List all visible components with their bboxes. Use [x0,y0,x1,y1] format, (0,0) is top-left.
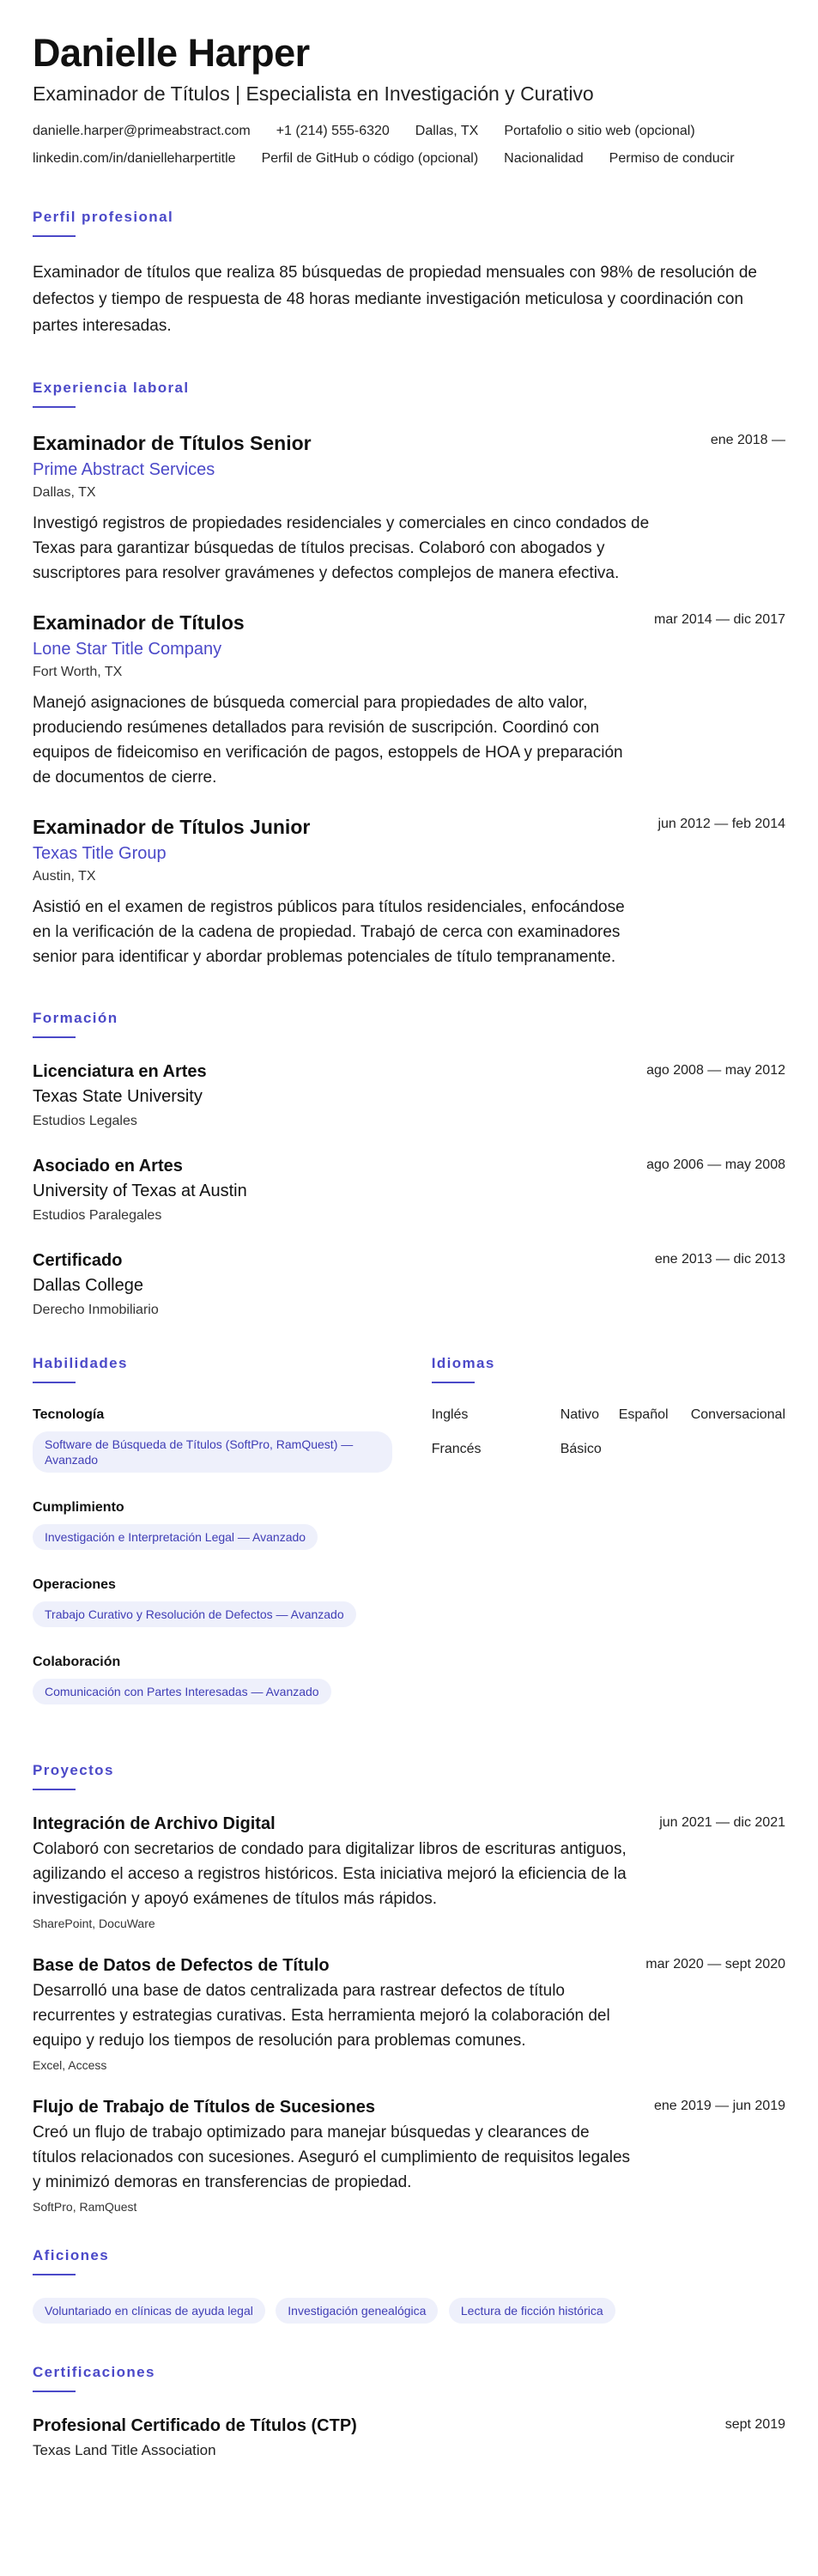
section-title: Idiomas [431,1355,495,1371]
language-name: Español [618,1407,669,1422]
section-title: Perfil profesional [33,209,174,225]
contact-github[interactable]: Perfil de GitHub o código (opcional) [261,151,479,166]
project-tools: SharePoint, DocuWare [33,1917,155,1930]
education-field: Estudios Legales [33,1114,137,1128]
resume-header [33,31,785,168]
education-school: Dallas College [33,1276,143,1295]
education-school: Texas State University [33,1087,203,1106]
job-description: Investigó registros de propiedades residenciales y comerciales en cinco condados de Texas para garantizar búsquedas de títulos precisas. Colaboró con abogados y suscriptores para resolver gravámenes y defectos complejos de manera efectiva. [33,514,650,582]
skills-section [33,1354,399,1730]
hobby-list [33,2298,785,2330]
skills-languages-row [33,1354,785,1730]
contact-list [33,122,785,168]
language-name: Francés [431,1442,482,1456]
project-entry [33,2096,785,2215]
projects-section [33,1761,785,2215]
project-entry [33,1813,785,1932]
contact-email[interactable]: danielle.harper@primeabstract.com [33,124,251,138]
education-field: Derecho Inmobiliario [33,1303,159,1317]
education-section [33,1009,785,1320]
skill-chip: Investigación e Interpretación Legal — Avanzado [33,1524,318,1550]
contact-website[interactable]: Portafolio o sitio web (opcional) [504,124,695,138]
candidate-name: Danielle Harper [33,31,310,75]
education-degree: Licenciatura en Artes [33,1062,207,1081]
skill-group [33,1653,399,1711]
job-title: Examinador de Títulos [33,611,245,634]
skill-category: Colaboración [33,1655,121,1669]
certifications-section [33,2363,785,2461]
job-description: Manejó asignaciones de búsqueda comercial para propiedades de alto valor, produciendo resúmenes detallados para revisión de suscripción. Coordinó con equipos de fideicomiso en verificación de pagos, estoppels de HOA y preparación de documentos de cierre. [33,694,623,787]
language-name: Inglés [431,1407,469,1422]
profile-section [33,208,785,339]
project-date: jun 2021 — dic 2021 [659,1815,785,1830]
job-date: jun 2012 — feb 2014 [657,817,785,831]
skill-chip: Comunicación con Partes Interesadas — Avanzado [33,1679,331,1704]
project-description: Desarrolló una base de datos centralizada para rastrear defectos de título recurrentes y estrategias curativas. Esta herramienta mejoró la colaboración del equipo y redujo los tiempos de resolución para problemas comunes. [33,1982,610,2050]
skill-category: Tecnología [33,1407,105,1422]
project-date: mar 2020 — sept 2020 [645,1957,785,1971]
job-entry [33,814,785,969]
certification-title: Profesional Certificado de Títulos (CTP) [33,2416,357,2435]
project-title: Integración de Archivo Digital [33,1814,276,1833]
job-title: Examinador de Títulos Junior [33,816,311,838]
job-date: ene 2018 — [710,433,785,447]
job-date: mar 2014 — dic 2017 [654,612,785,627]
language-level: Nativo [560,1407,600,1422]
project-tools: SoftPro, RamQuest [33,2200,137,2214]
contact-driving-license: Permiso de conducir [609,151,735,166]
education-degree: Certificado [33,1251,123,1270]
job-company: Texas Title Group [33,844,167,863]
job-entry [33,430,785,586]
education-entry [33,1060,785,1131]
job-location: Fort Worth, TX [33,665,123,679]
job-company: Lone Star Title Company [33,640,222,659]
education-date: ago 2006 — may 2008 [646,1157,785,1172]
certification-date: sept 2019 [724,2417,785,2432]
education-entry [33,1249,785,1320]
section-divider [33,2274,76,2275]
skill-group [33,1498,399,1557]
project-title: Base de Datos de Defectos de Título [33,1956,330,1975]
certification-issuer: Texas Land Title Association [33,2442,216,2458]
job-location: Dallas, TX [33,485,96,500]
section-divider [33,2391,76,2392]
skill-group [33,1576,399,1634]
language-row [432,1406,785,1425]
section-title: Habilidades [33,1355,128,1371]
education-entry [33,1155,785,1225]
education-date: ene 2013 — dic 2013 [654,1252,785,1267]
hobby-chip: Investigación genealógica [276,2298,438,2324]
education-school: University of Texas at Austin [33,1182,247,1200]
contact-phone[interactable]: +1 (214) 555-6320 [276,124,390,138]
section-title: Aficiones [33,2247,110,2263]
section-divider [33,235,76,237]
project-description: Colaboró con secretarios de condado para digitalizar libros de escrituras antiguos, agilizando el acceso a registros históricos. Esta iniciativa mejoró la eficiencia de la investigación y apoyó exámenes de títulos más rápidos. [33,1840,627,1908]
languages-section [432,1354,785,1730]
job-company: Prime Abstract Services [33,460,215,479]
skill-chip: Software de Búsqueda de Títulos (SoftPro, RamQuest) — Avanzado [33,1431,392,1473]
project-date: ene 2019 — jun 2019 [653,2099,785,2113]
section-divider [33,1382,76,1383]
job-description: Asistió en el examen de registros públicos para títulos residenciales, enfocándose en la verificación de la cadena de propiedad. Trabajó de cerca con examinadores senior para identificar y abordar problemas potenciales de título tempranamente. [33,898,625,966]
experience-section [33,379,785,969]
job-entry [33,610,785,790]
job-title: Examinador de Títulos Senior [33,432,312,454]
language-level: Conversacional [690,1407,785,1422]
education-date: ago 2008 — may 2012 [646,1063,785,1078]
skill-category: Cumplimiento [33,1500,124,1515]
hobbies-section [33,2246,785,2330]
project-description: Creó un flujo de trabajo optimizado para manejar búsquedas y clearances de títulos relacionados con sucesiones. Aseguró el cumplimiento de requisitos legales y minimizó demoras en transferencias de propiedad. [33,2123,631,2191]
section-title: Formación [33,1010,118,1026]
contact-linkedin[interactable]: linkedin.com/in/danielleharpertitle [33,151,236,166]
project-entry [33,1954,785,2074]
section-title: Experiencia laboral [33,380,190,396]
skill-group [33,1406,399,1479]
education-degree: Asociado en Artes [33,1157,183,1176]
contact-location: Dallas, TX [415,124,479,138]
section-divider [33,1789,76,1790]
section-divider [33,1036,76,1038]
project-title: Flujo de Trabajo de Títulos de Sucesiones [33,2098,375,2117]
profile-summary: Examinador de títulos que realiza 85 búsquedas de propiedad mensuales con 98% de resolución de defectos y tiempo de respuesta de 48 horas mediante investigación meticulosa y coordinación con partes interesadas. [33,264,757,335]
project-tools: Excel, Access [33,2058,107,2072]
section-divider [432,1382,475,1383]
candidate-headline: Examinador de Títulos | Especialista en Investigación y Curativo [33,82,594,105]
job-location: Austin, TX [33,869,96,884]
education-field: Estudios Paralegales [33,1208,162,1223]
hobby-chip: Voluntariado en clínicas de ayuda legal [33,2298,265,2324]
section-title: Certificaciones [33,2364,155,2380]
section-divider [33,406,76,408]
skill-category: Operaciones [33,1577,116,1592]
hobby-chip: Lectura de ficción histórica [449,2298,615,2324]
language-row [432,1440,785,1459]
certification-entry [33,2415,785,2461]
contact-nationality: Nacionalidad [504,151,584,166]
language-level: Básico [560,1442,602,1456]
skill-chip: Trabajo Curativo y Resolución de Defectos — Avanzado [33,1601,356,1627]
section-title: Proyectos [33,1762,114,1778]
